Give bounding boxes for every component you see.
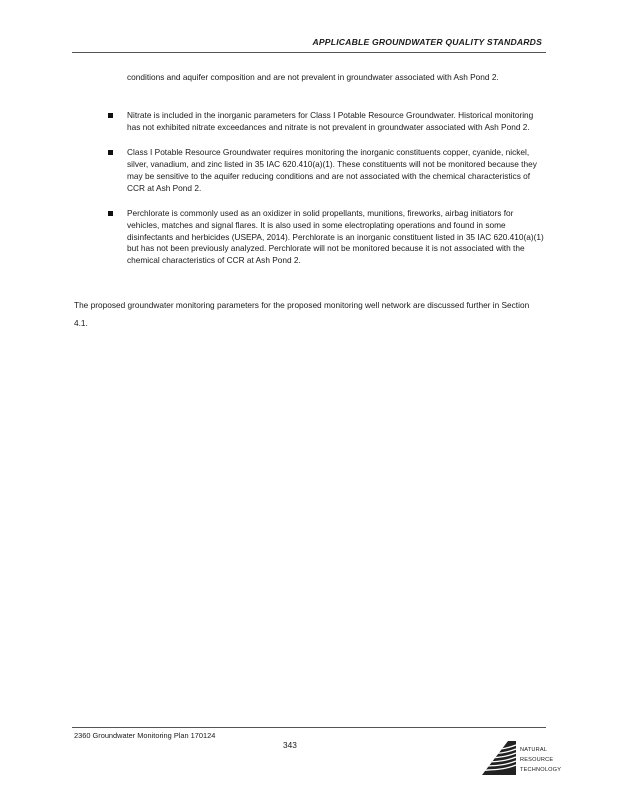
bullet-item-nitrate <box>108 110 547 133</box>
wave-logo-icon <box>478 741 516 775</box>
bullet-list <box>108 110 547 281</box>
footer-divider <box>72 727 546 728</box>
page-number: 343 <box>283 740 297 750</box>
bullet-item-perchlorate <box>108 208 547 267</box>
square-bullet-icon <box>108 211 113 216</box>
logo-line: NATURAL <box>520 747 548 753</box>
closing-paragraph: The proposed groundwater monitoring parameters for the proposed monitoring well network are discussed further in Section 4.1. <box>74 300 530 328</box>
continuation-paragraph: conditions and aquifer composition and are not prevalent in groundwater associated with Ash Pond 2. <box>127 72 499 82</box>
running-header-title: APPLICABLE GROUNDWATER QUALITY STANDARDS <box>312 37 542 47</box>
bullet-text: Nitrate is included in the inorganic parameters for Class I Potable Resource Groundwater. Historical monitoring has not exhibited nitrate exceedances and nitrate is not prevalent in groundwater associated with Ash Pond 2. <box>127 110 534 132</box>
square-bullet-icon <box>108 113 113 118</box>
footer-document-title: 2360 Groundwater Monitoring Plan 170124 <box>74 731 216 740</box>
bullet-text: Class I Potable Resource Groundwater requires monitoring the inorganic constituents copper, cyanide, nickel, silver, vanadium, and zinc listed in 35 IAC 620.410(a)(1). These constituents will not be monitored because they may be sensitive to the aquifer reducing conditions and are not associated with the chemical characteristics of CCR at Ash Pond 2. <box>127 147 537 193</box>
logo-wordmark <box>520 745 561 775</box>
bullet-item-class-i-inorganics <box>108 147 547 194</box>
logo-line: TECHNOLOGY <box>520 767 562 773</box>
square-bullet-icon <box>108 150 113 155</box>
company-logo <box>478 741 568 777</box>
header-divider <box>72 52 546 53</box>
bullet-text: Perchlorate is commonly used as an oxidizer in solid propellants, munitions, fireworks, airbag initiators for vehicles, matches and signal flares. It is also used in some electroplating operations and found in some disinfectants and herbicides (USEPA, 2014). Perchlorate is an inorganic constituent listed in 35 IAC 620.410(a)(1) but has not been previously analyzed. Perchlorate will not be monitored because it is not associated with the chemical characteristics of CCR at Ash Pond 2. <box>127 208 544 266</box>
logo-line: RESOURCE <box>520 757 554 763</box>
